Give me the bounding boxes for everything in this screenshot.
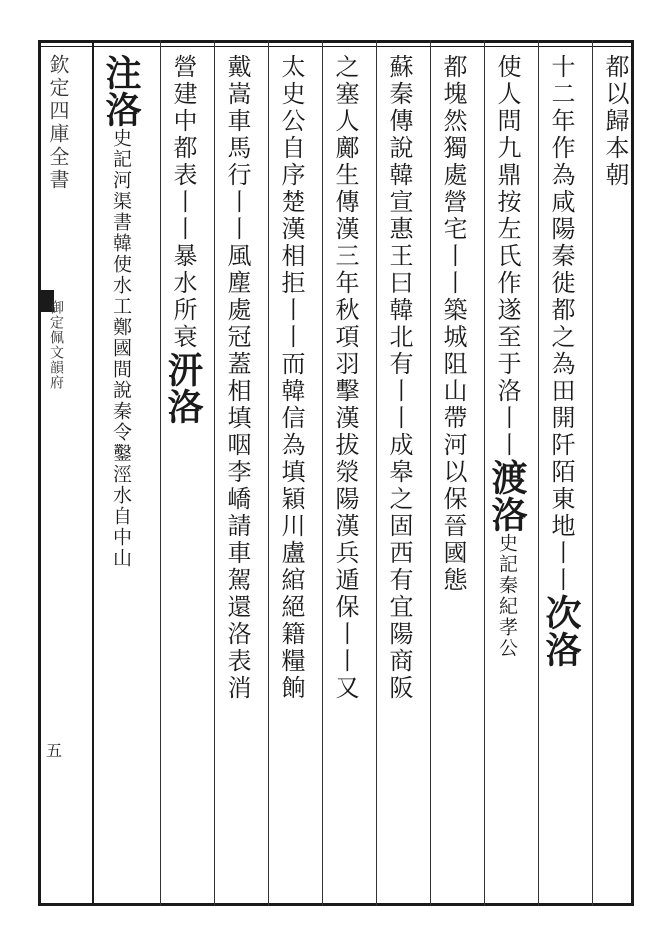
entry-headword: 注洛	[100, 54, 142, 128]
column-rule	[538, 40, 539, 906]
column-text: 都塊然獨處營宅丨丨築城阻山帶河以保晉國態	[439, 54, 467, 594]
book-title: 欽定四庫全書	[46, 54, 70, 192]
column-rule	[484, 40, 485, 906]
text-column-8	[220, 54, 254, 702]
column-text: 之塞人鄺生傳漢三年秋項羽擊漢拔滎陽漢兵遁保丨丨又	[331, 54, 359, 702]
column-text: 戴嵩車馬行丨丨風塵處冠蓋相填咽李嶠請車駕還洛表消	[223, 54, 251, 702]
column-text: 太史公自序楚漢相拒丨丨而韓信為填穎川盧綰絕籍糧餉	[277, 54, 305, 702]
column-rule	[322, 40, 323, 906]
entry-headword: 次洛	[540, 594, 582, 668]
entry-headword: 汧洛	[162, 351, 204, 425]
text-column-5	[382, 54, 416, 702]
text-column-3	[486, 54, 528, 659]
column-text: 蘇秦傳說韓宣惠王曰韓北有丨丨成皋之固西有宜陽商阪	[385, 54, 413, 702]
citation-text: 史記秦紀孝公	[496, 533, 518, 659]
column-rule	[268, 40, 269, 906]
column-rule	[592, 40, 593, 906]
column-text: 營建中都表丨丨暴水所衰	[169, 54, 197, 351]
text-column-10	[100, 54, 142, 569]
text-column-2	[540, 54, 582, 668]
text-column-7	[274, 54, 308, 702]
column-text: 十二年作為咸陽秦徙都之為田開阡陌東地丨丨	[547, 54, 575, 594]
text-column-9	[162, 54, 204, 425]
entry-headword: 渡洛	[486, 459, 528, 533]
column-rule	[214, 40, 215, 906]
column-text: 都以歸	[601, 54, 629, 135]
column-text: 使人問九鼎按左氏作遂至于洛丨丨	[493, 54, 521, 459]
page-border-inner-rule	[38, 46, 634, 47]
text-column-6	[328, 54, 362, 702]
page-number: 五	[46, 741, 63, 760]
column-text: 本朝	[601, 135, 629, 189]
section-title: 御定佩文韻府	[48, 300, 64, 390]
gutter-divider	[92, 40, 94, 906]
text-column-4	[436, 54, 470, 594]
column-rule	[430, 40, 431, 906]
column-rule	[160, 40, 161, 906]
text-column-1	[598, 54, 632, 189]
citation-text: 史記河渠書韓使水工鄭國間說秦令鑿涇水自中山	[110, 128, 132, 569]
column-rule	[376, 40, 377, 906]
